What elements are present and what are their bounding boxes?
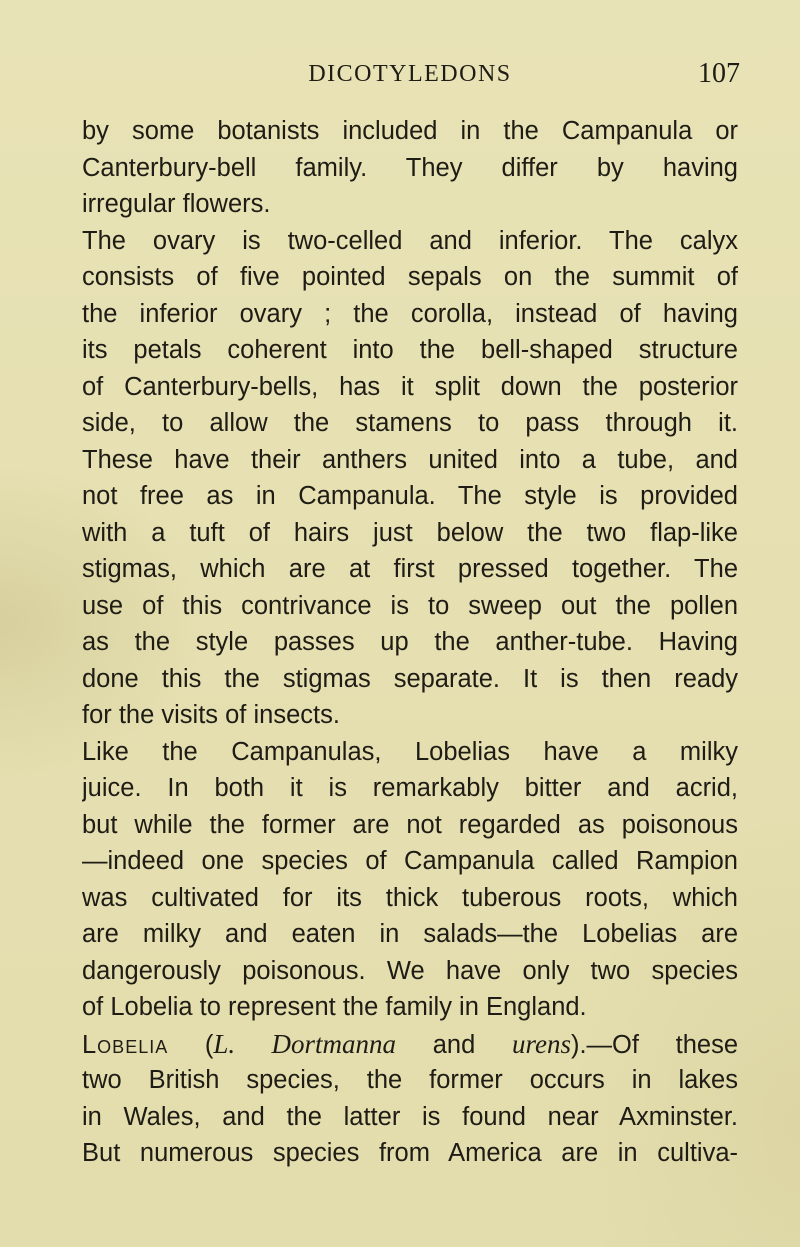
lobelia-heading-line xyxy=(82,1026,738,1063)
text-line: for the visits of insects. xyxy=(82,701,340,729)
text-line: consists of five pointed sepals on the summit of xyxy=(82,263,738,291)
text-fragment: ).—Of these xyxy=(570,1030,738,1059)
species-name-italic: L. Dortmanna xyxy=(213,1028,397,1059)
text-line: Canterbury-bell family. They differ by having xyxy=(82,153,738,182)
text-line: —indeed one species of Campanula called Rampion xyxy=(82,847,738,875)
text-line: of Canterbury-bells, has it split down the posterior xyxy=(82,372,738,401)
text-line: The ovary is two-celled and inferior. The calyx xyxy=(82,226,738,255)
text-line: Like the Campanulas, Lobelias have a milky xyxy=(82,737,738,766)
text-line: with a tuft of hairs just below the two flap-like xyxy=(82,518,738,547)
text-line: These have their anthers united into a tube, and xyxy=(82,445,738,474)
text-line: not free as in Campanula. The style is provided xyxy=(82,482,738,510)
text-line: are milky and eaten in salads—the Lobelias are xyxy=(82,920,738,948)
text-line: but while the former are not regarded as poisonous xyxy=(82,810,738,839)
text-fragment: and xyxy=(396,1030,512,1059)
text-line: But numerous species from America are in cultiva- xyxy=(82,1139,738,1167)
text-fragment: ( xyxy=(168,1030,214,1059)
text-line: juice. In both it is remarkably bitter and acrid, xyxy=(82,774,738,802)
text-line: was cultivated for its thick tuberous roots, which xyxy=(82,883,738,912)
running-title: DICOTYLEDONS xyxy=(308,61,512,87)
text-line: as the style passes up the anther-tube. Having xyxy=(82,628,738,656)
species-name-italic: urens xyxy=(511,1028,571,1059)
text-line: dangerously poisonous. We have only two species xyxy=(82,956,738,985)
genus-heading: Lobelia xyxy=(82,1030,169,1059)
text-line: side, to allow the stamens to pass through it. xyxy=(82,409,738,437)
page-number: 107 xyxy=(698,58,740,89)
text-line: its petals coherent into the bell-shaped structure xyxy=(82,336,738,364)
text-line: stigmas, which are at first pressed together. The xyxy=(82,555,738,583)
text-line: done this the stigmas separate. It is then ready xyxy=(82,664,738,693)
text-line: irregular flowers. xyxy=(82,190,271,218)
text-line: two British species, the former occurs in lakes xyxy=(82,1066,738,1094)
text-line: use of this contrivance is to sweep out the pollen xyxy=(82,591,738,620)
text-line: in Wales, and the latter is found near Axminster. xyxy=(82,1102,738,1131)
body-text xyxy=(82,113,738,1172)
running-head xyxy=(82,56,738,92)
text-line: by some botanists included in the Campanula or xyxy=(82,117,738,145)
text-line: of Lobelia to represent the family in England. xyxy=(82,993,587,1021)
text-line: the inferior ovary ; the corolla, instead of having xyxy=(82,299,738,328)
